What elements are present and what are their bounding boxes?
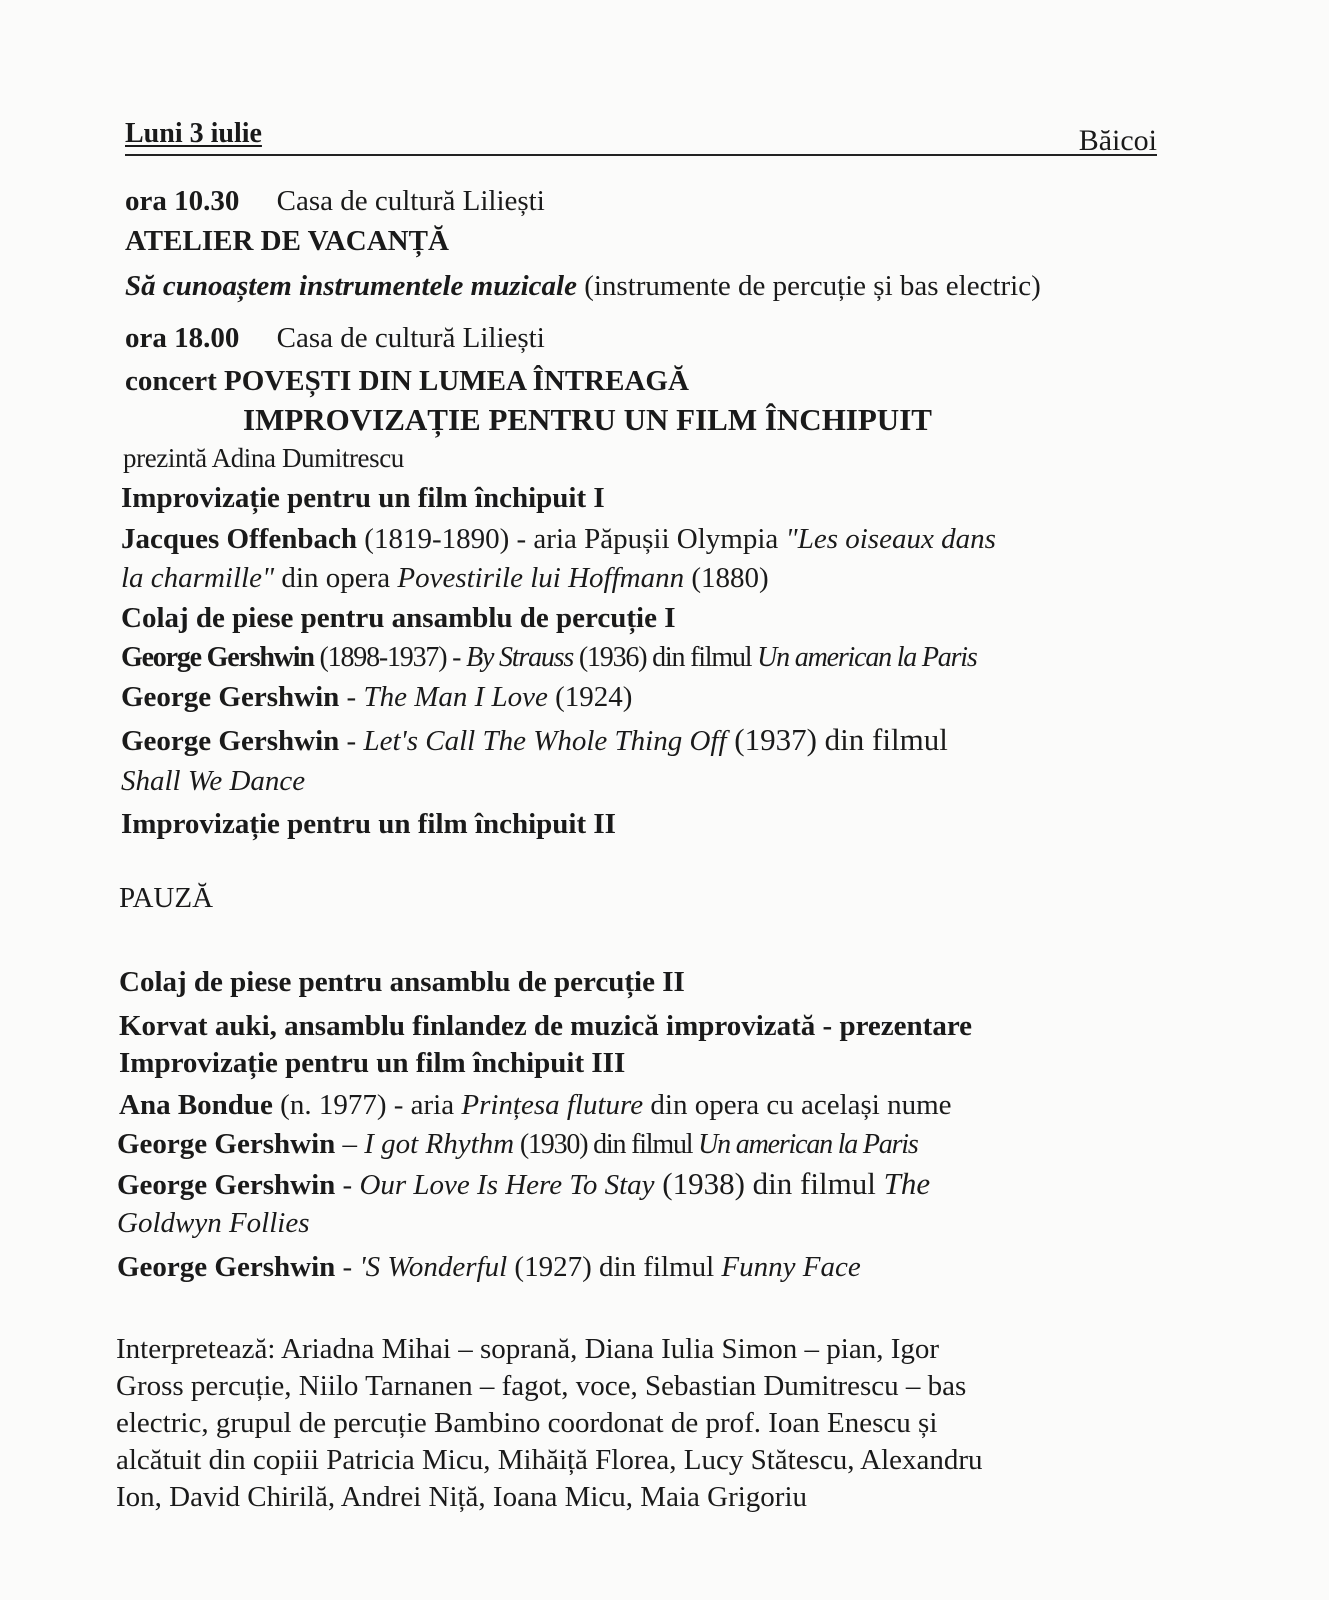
g6-name: George Gershwin [117, 1251, 336, 1283]
g2-dash: - [339, 681, 364, 713]
g3-name: George Gershwin [121, 725, 340, 757]
g1-name: George Gershwin [121, 642, 314, 673]
offenbach-din: din opera [274, 562, 398, 594]
event1-subtitle [125, 268, 1041, 304]
performers-line: Ion, David Chirilă, Andrei Niță, Ioana Micu, Maia Grigoriu [116, 1481, 808, 1513]
event2-title1-line [125, 363, 689, 399]
event1-time: ora 10.30 [125, 185, 240, 217]
event1-subtitle-italic: Să cunoaștem instrumentele muzicale [125, 270, 577, 302]
event2-title1: POVEȘTI DIN LUMEA ÎNTREAGĂ [224, 365, 689, 397]
g3-rest: (1937) din filmul [726, 722, 948, 757]
program-improv1: Improvizație pentru un film închipuit I [121, 482, 605, 514]
event2-time-line [125, 320, 545, 356]
performers-line: alcătuit din copiii Patricia Micu, Mihăiță Florea, Lucy Stătescu, Alexandru [116, 1444, 983, 1476]
event2-presenter: prezintă Adina Dumitrescu [123, 443, 404, 473]
g6-rest: (1927) din filmul [507, 1251, 722, 1283]
g1-rest: (1936) din filmul [573, 642, 758, 673]
ana-rest: (n. 1977) - aria [272, 1089, 462, 1121]
program-gershwin5-film: Goldwyn Follies [117, 1207, 310, 1239]
program-gershwin2 [121, 679, 632, 715]
g5-name: George Gershwin [117, 1169, 336, 1201]
g6-film: Funny Face [721, 1251, 861, 1283]
g4-film: Un american la Paris [698, 1129, 918, 1160]
g4-name: George Gershwin [117, 1128, 336, 1160]
g3-work: Let's Call The Whole Thing Off [363, 725, 727, 757]
event2-venue: Casa de cultură Liliești [276, 322, 545, 354]
offenbach-rest: (1819-1890) - aria Păpușii Olympia [357, 523, 786, 555]
g1-work: By Strauss [466, 642, 574, 673]
event1-subtitle-rest: (instrumente de percuție și bas electric) [576, 270, 1041, 302]
program-gershwin3-film: Shall We Dance [121, 765, 306, 797]
offenbach-year: (1880) [684, 562, 769, 594]
program-gershwin4 [117, 1126, 918, 1163]
program-colaj2: Colaj de piese pentru ansamblu de percuție II [119, 966, 685, 998]
event2-title2: IMPROVIZAȚIE PENTRU UN FILM ÎNCHIPUIT [243, 402, 932, 437]
g1-film: Un american la Paris [757, 642, 977, 673]
ana-name: Ana Bondue [119, 1089, 273, 1121]
performers-line: Interpretează: Ariadna Mihai – soprană, Diana Iulia Simon – pian, Igor [116, 1333, 940, 1365]
program-improv3: Improvizație pentru un film închipuit III [119, 1047, 626, 1079]
page-header [125, 112, 1157, 156]
program-korvat: Korvat auki, ansamblu finlandez de muzică improvizată - prezentare [119, 1010, 973, 1042]
header-place: Băicoi [1078, 124, 1157, 157]
offenbach-opera: Povestirile lui Hoffmann [397, 562, 685, 594]
event1-title: ATELIER DE VACANȚĂ [125, 225, 449, 257]
program-gershwin6 [117, 1249, 861, 1285]
ana-tail: din opera cu același nume [643, 1089, 952, 1121]
event1-venue: Casa de cultură Liliești [276, 185, 545, 217]
program-improv2: Improvizație pentru un film închipuit II [121, 808, 616, 840]
offenbach-aria: "Les oiseaux dans [785, 523, 996, 555]
program-colaj1: Colaj de piese pentru ansamblu de percuție I [121, 602, 676, 634]
g5-rest: (1938) din filmul [654, 1166, 884, 1201]
event1-time-line [125, 183, 545, 219]
g6-dash: - [335, 1251, 360, 1283]
header-day: Luni 3 iulie [125, 118, 262, 149]
g4-work: I got Rhythm [364, 1128, 515, 1160]
program-ana-bondue [119, 1087, 952, 1123]
offenbach-aria2: la charmille" [121, 562, 275, 594]
g2-work: The Man I Love [363, 681, 548, 713]
g1-years: (1898-1937) - [313, 642, 467, 673]
program-offenbach-line2 [121, 560, 769, 596]
program-gershwin5 [117, 1166, 930, 1203]
program-offenbach-line1 [121, 521, 996, 557]
ana-work: Prințesa fluture [461, 1089, 644, 1121]
g6-work: 'S Wonderful [359, 1251, 508, 1283]
g5-dash: - [335, 1169, 360, 1201]
g3-dash: - [339, 725, 364, 757]
event2-concert-word: concert [125, 365, 225, 397]
event2-time: ora 18.00 [125, 322, 240, 354]
g5-film: The [883, 1166, 931, 1201]
program-gershwin1 [121, 640, 977, 676]
g2-name: George Gershwin [121, 681, 340, 713]
performers-line: Gross percuție, Niilo Tarnanen – fagot, voce, Sebastian Dumitrescu – bas [116, 1370, 967, 1402]
performers-paragraph [116, 1331, 1156, 1516]
performers-line: electric, grupul de percuție Bambino coordonat de prof. Ioan Enescu și [116, 1407, 938, 1439]
g5-work: Our Love Is Here To Stay [359, 1169, 655, 1201]
offenbach-name: Jacques Offenbach [121, 523, 358, 555]
program-pause: PAUZĂ [119, 882, 214, 914]
g4-rest: (1930) din filmul [514, 1129, 699, 1160]
g2-year: (1924) [547, 681, 633, 713]
g4-dash: – [335, 1128, 365, 1160]
program-gershwin3 [121, 722, 948, 759]
